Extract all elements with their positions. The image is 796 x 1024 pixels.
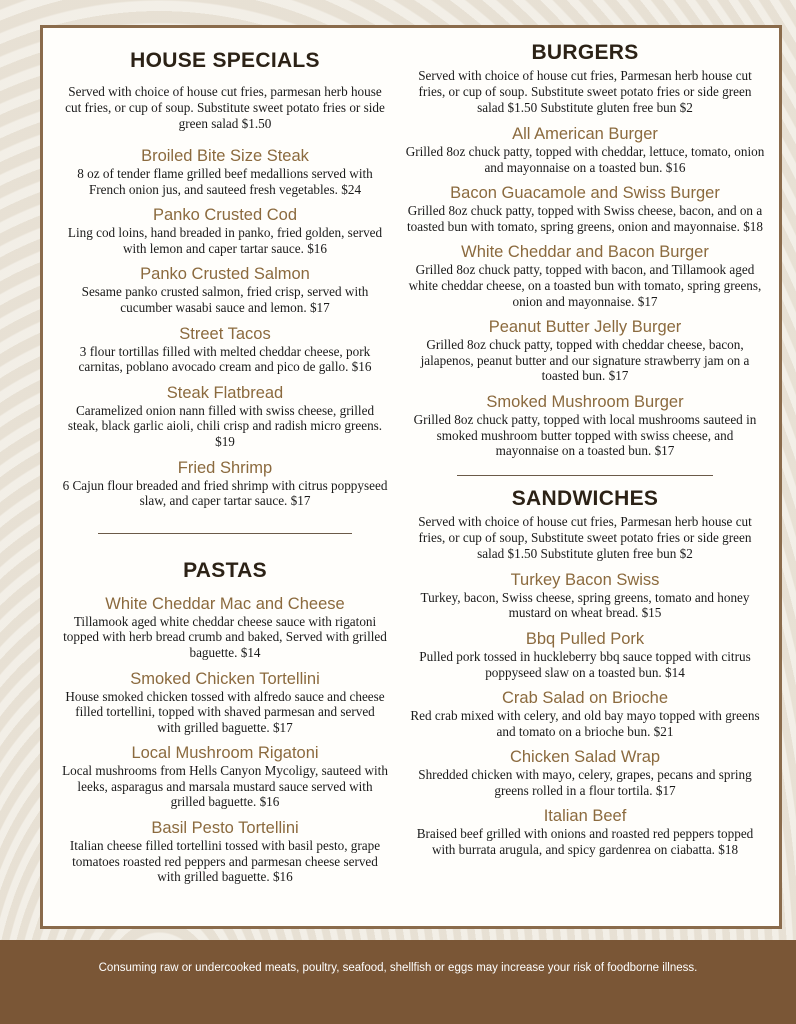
- item-name: Smoked Mushroom Burger: [486, 392, 684, 411]
- menu-item: [405, 242, 765, 309]
- menu-item: [405, 806, 765, 857]
- item-desc: Grilled 8oz chuck patty, topped with cheddar cheese, bacon, jalapenos, peanut butter and our signature strawberry jam on a toasted bun. $17: [420, 337, 750, 384]
- right-column: [405, 40, 765, 858]
- section-title-pastas: PASTAS: [183, 558, 267, 582]
- menu-item: [405, 688, 765, 739]
- item-name: Steak Flatbread: [166, 383, 284, 402]
- item-desc: 6 Cajun flour breaded and fried shrimp with citrus poppyseed slaw, and caper tartar sauce. $17: [62, 477, 388, 509]
- item-desc: Shredded chicken with mayo, celery, grapes, pecans and spring greens rolled in a flour tortila. $17: [418, 767, 752, 798]
- footer-disclaimer: Consuming raw or undercooked meats, poultry, seafood, shellfish or eggs may increase your risk of foodborne illness.: [98, 962, 698, 974]
- item-name: Broiled Bite Size Steak: [141, 147, 309, 165]
- item-desc: 8 oz of tender flame grilled beef medallions served with French onion jus, and sauteed fresh vegetables. $24: [77, 166, 373, 197]
- item-name: Peanut Butter Jelly Burger: [488, 318, 682, 337]
- item-desc: Sesame panko crusted salmon, fried crisp, served with cucumber wasabi sauce and lemon. $17: [81, 284, 369, 315]
- menu-item: [62, 146, 388, 197]
- item-name: White Cheddar and Bacon Burger: [461, 243, 709, 262]
- item-name: Bacon Guacamole and Swiss Burger: [450, 184, 720, 203]
- item-desc: Red crab mixed with celery, and old bay mayo topped with greens and tomato on a brioche bun. $21: [410, 708, 760, 739]
- item-name: Panko Crusted Salmon: [140, 265, 310, 284]
- menu-item: [405, 629, 765, 680]
- item-desc: Local mushrooms from Hells Canyon Mycoligy, sauteed with leeks, asparagus and marsala mustard sauce served with grilled baguette. $16: [62, 763, 388, 810]
- menu-item: [405, 747, 765, 798]
- menu-item: [62, 264, 388, 315]
- item-name: Crab Salad on Brioche: [501, 689, 668, 708]
- menu-item: [62, 383, 388, 450]
- menu-item: [405, 317, 765, 384]
- left-column: [62, 48, 388, 885]
- menu-item: [62, 818, 388, 885]
- item-name: White Cheddar Mac and Cheese: [105, 594, 345, 613]
- item-name: Italian Beef: [543, 807, 627, 826]
- menu-item: [405, 570, 765, 621]
- item-desc: Grilled 8oz chuck patty, topped with local mushrooms sauteed in smoked mushroom butter topped with swiss cheese, and mayonnaise on a toasted bun. $17: [413, 411, 757, 459]
- item-desc: Tillamook aged white cheddar cheese sauce with rigatoni topped with herb bread crumb and baked, Served with grilled baguette. $14: [63, 613, 387, 660]
- menu-item: [62, 205, 388, 256]
- item-name: Basil Pesto Tortellini: [151, 819, 299, 838]
- item-desc: Grilled 8oz chuck patty, topped with bacon, and Tillamook aged white cheddar cheese, on a toasted bun with tomato, spring greens, onion and mayonnaise. $17: [408, 262, 762, 309]
- item-name: Local Mushroom Rigatoni: [131, 744, 319, 763]
- item-desc: Grilled 8oz chuck patty, topped with Swiss cheese, bacon, and on a toasted bun with tomato, spring greens, onion and mayonnaise. $18: [406, 203, 763, 234]
- section-title-sandwiches: SANDWICHES: [511, 486, 659, 510]
- item-name: Bbq Pulled Pork: [525, 629, 645, 648]
- item-desc: Braised beef grilled with onions and roasted red peppers topped with burrata arugula, and spicy gardenrea on ciabatta. $18: [416, 826, 754, 858]
- section-desc-sandwiches: Served with choice of house cut fries, Parmesan herb house cut fries, or cup of soup, Substitute sweet potato fries or side green salad $1.50 Substitute gluten free bun $2: [418, 513, 752, 561]
- menu-item: [62, 594, 388, 661]
- item-name: Smoked Chicken Tortellini: [130, 669, 320, 688]
- menu-item: [405, 124, 765, 175]
- footer-bar: [0, 940, 796, 1024]
- menu-item: [405, 183, 765, 234]
- menu-item: [62, 458, 388, 509]
- item-desc: Pulled pork tossed in huckleberry bbq sauce topped with citrus poppyseed slaw on a toasted bun. $14: [419, 648, 751, 680]
- menu-item: [62, 743, 388, 810]
- section-desc-burgers: Served with choice of house cut fries, Parmesan herb house cut fries, or cup of soup. Substitute sweet potato fries or side green salad $1.50 Substitute gluten free bun $2: [418, 68, 752, 115]
- item-name: Chicken Salad Wrap: [509, 748, 661, 767]
- section-divider: [98, 533, 352, 534]
- menu-item: [62, 669, 388, 736]
- item-desc: Grilled 8oz chuck patty, topped with cheddar, lettuce, tomato, onion and mayonnaise on a toasted bun. $16: [405, 144, 765, 175]
- item-name: All American Burger: [512, 125, 658, 143]
- item-desc: House smoked chicken tossed with alfredo sauce and cheese filled tortellini, topped with shaved parmesan and served with grilled baguette. $17: [65, 688, 385, 735]
- item-desc: Italian cheese filled tortellini tossed with basil pesto, grape tomatoes roasted red peppers and parmesan cheese served with grilled baguette. $16: [69, 838, 381, 885]
- section-divider: [457, 475, 713, 476]
- item-desc: Ling cod loins, hand breaded in panko, fried golden, served with lemon and caper tartar sauce. $16: [67, 225, 383, 256]
- menu-item: [62, 324, 388, 375]
- item-desc: Caramelized onion nann filled with swiss cheese, grilled steak, black garlic aioli, chili crisp and radish micro greens. $19: [67, 402, 383, 449]
- section-title-house-specials: HOUSE SPECIALS: [130, 49, 320, 72]
- item-name: Turkey Bacon Swiss: [510, 570, 660, 589]
- section-desc-house-specials: Served with choice of house cut fries, parmesan herb house cut fries, or cup of soup. Substitute sweet potato fries or side green salad $1.50: [65, 84, 385, 131]
- item-name: Panko Crusted Cod: [153, 206, 297, 225]
- item-desc: 3 flour tortillas filled with melted cheddar cheese, pork carnitas, poblano avocado cream and pico de gallo. $16: [78, 343, 372, 375]
- menu-item: [405, 392, 765, 459]
- item-desc: Turkey, bacon, Swiss cheese, spring greens, tomato and honey mustard on wheat bread. $15: [420, 589, 750, 621]
- item-name: Fried Shrimp: [177, 458, 273, 477]
- section-title-burgers: BURGERS: [531, 41, 639, 64]
- item-name: Street Tacos: [179, 324, 271, 343]
